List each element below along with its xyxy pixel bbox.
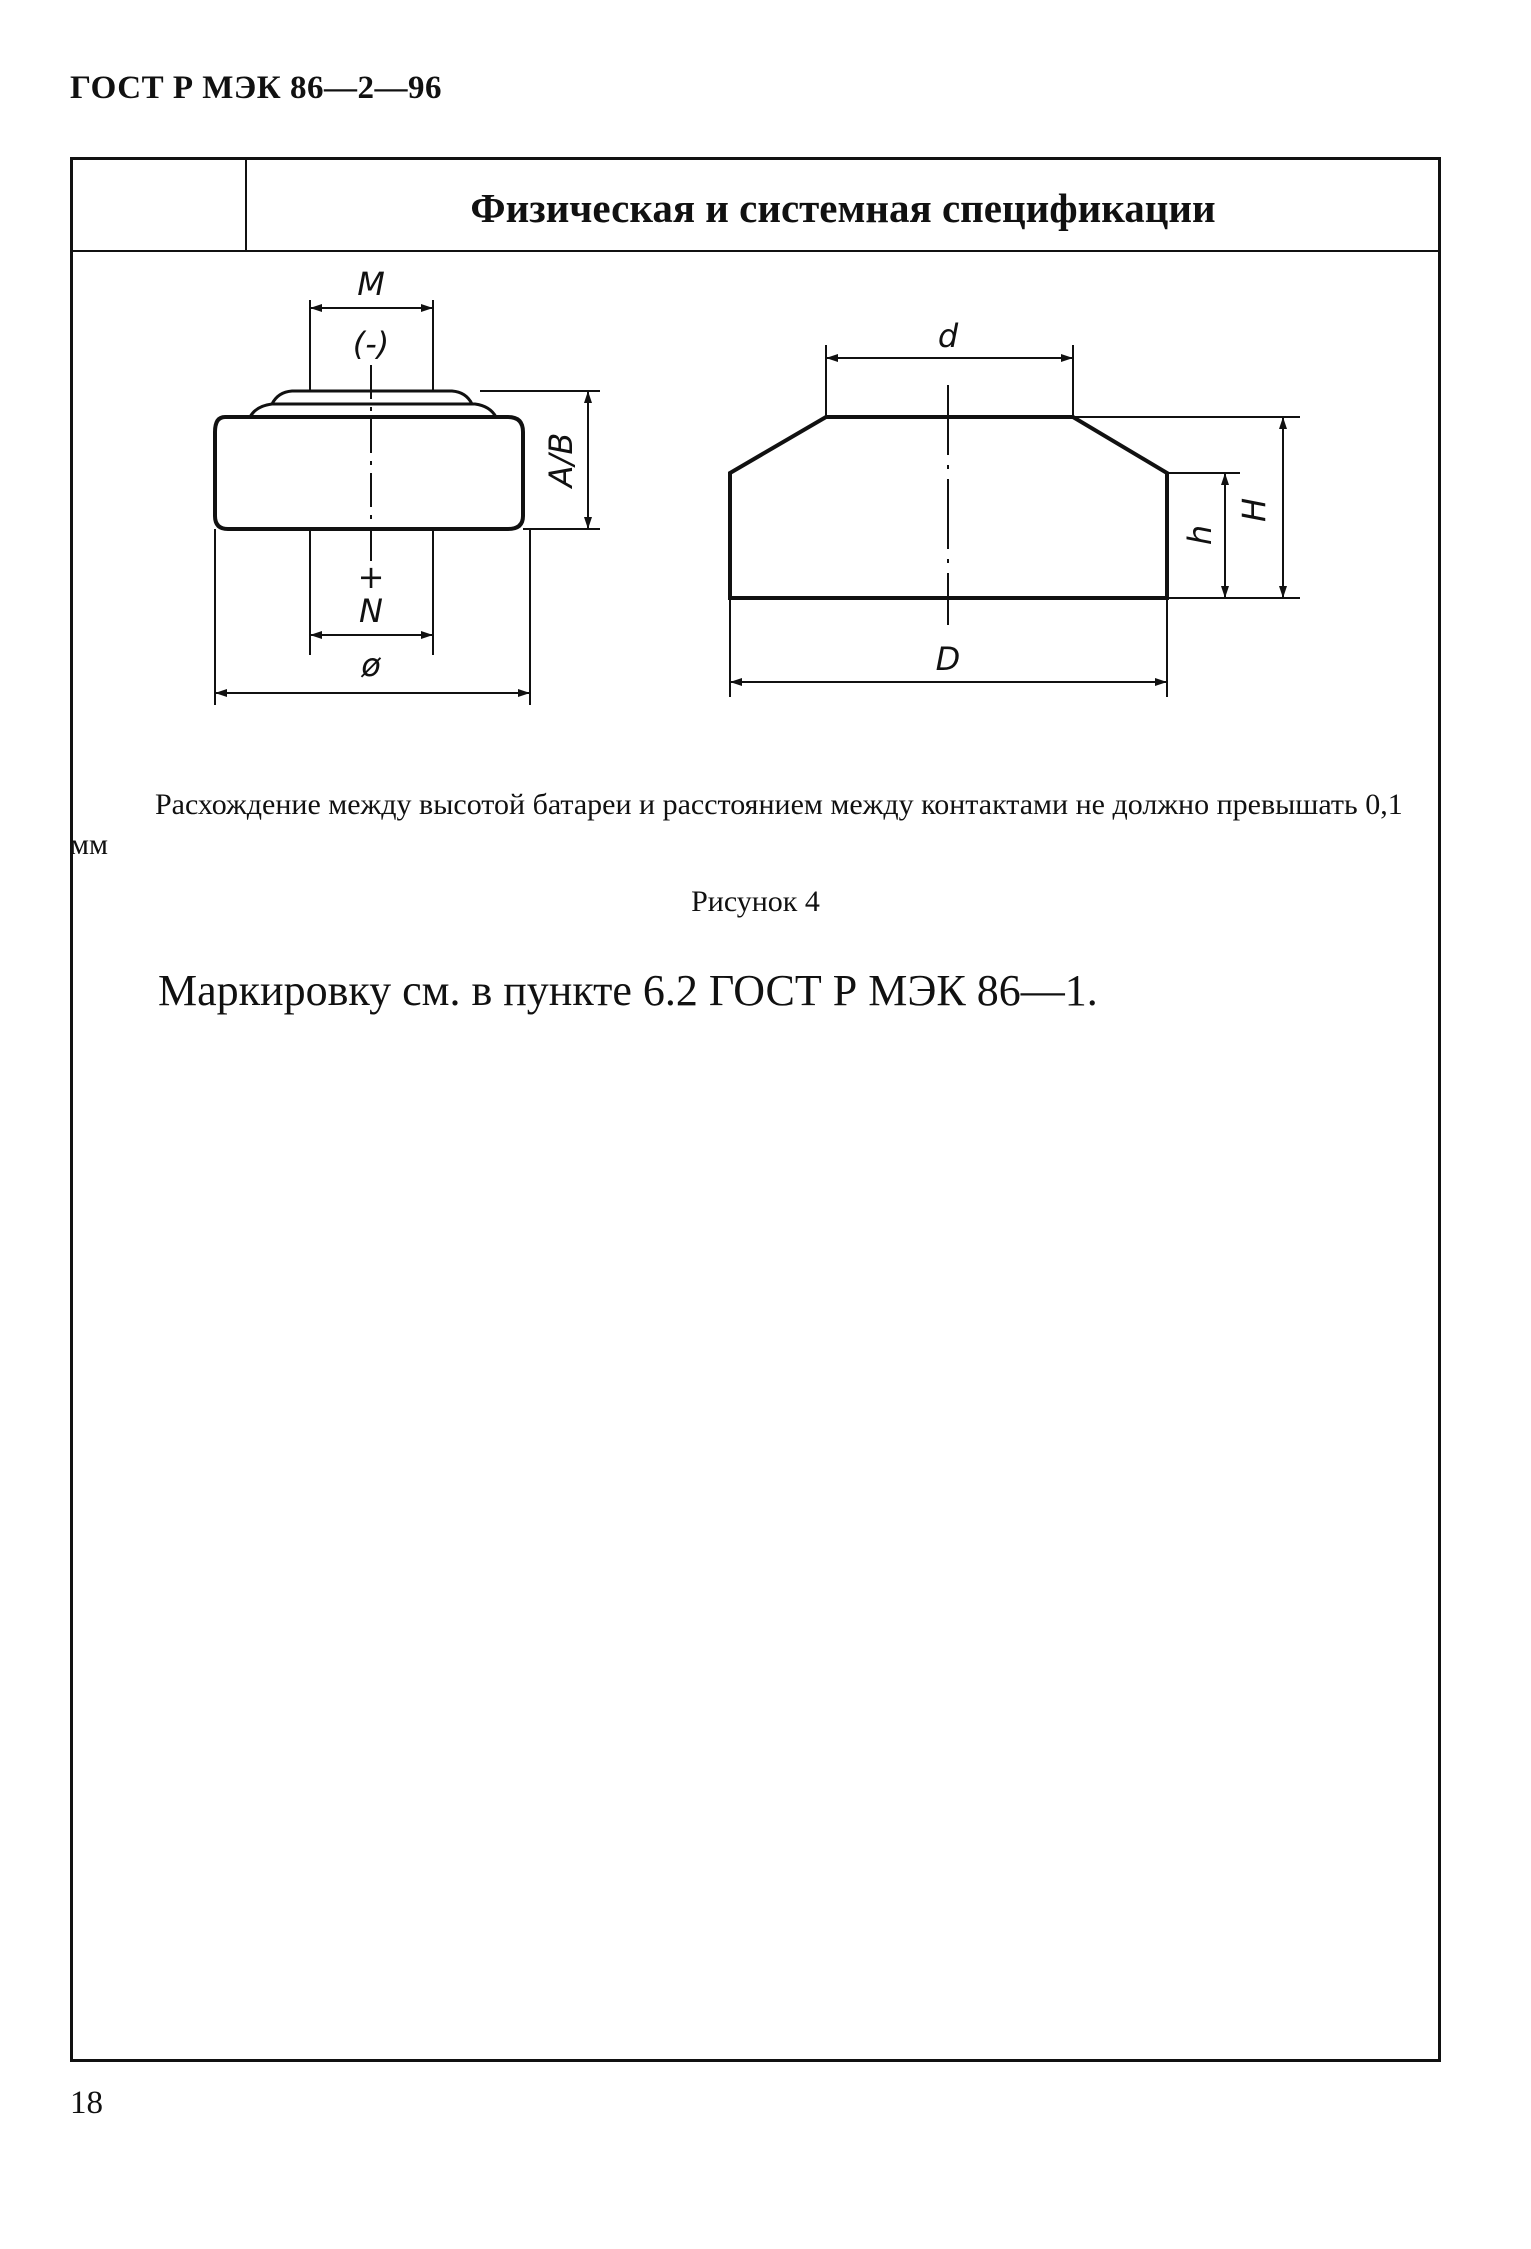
page-number: 18 — [70, 2085, 103, 2121]
right-drawing-labels — [936, 317, 1273, 678]
label-negative-terminal: (-) — [352, 325, 390, 363]
label-h: h — [1181, 524, 1219, 546]
marking-reference: Маркировку см. в пункте 6.2 ГОСТ Р МЭК 86—1. — [158, 966, 1098, 1015]
figure-label: Рисунок 4 — [691, 885, 820, 918]
label-N: N — [359, 592, 383, 630]
label-d: d — [937, 317, 959, 355]
battery-dimension-drawing — [0, 0, 1531, 800]
label-positive-terminal: + — [357, 558, 385, 596]
label-M: M — [357, 265, 385, 303]
section-title: Физическая и системная спецификации — [470, 185, 1216, 231]
label-AB: A/B — [542, 432, 580, 488]
cell-profile-view — [730, 345, 1300, 697]
figure-caption: Расхождение между высотой батареи и расстоянием между контактами не должно превышать 0,1 мм — [70, 788, 1403, 861]
cell-body — [215, 417, 523, 529]
button-cell-side-view — [215, 300, 600, 705]
label-D: D — [935, 640, 961, 678]
document-header: ГОСТ Р МЭК 86—2—96 — [70, 70, 442, 106]
label-diameter: ø — [361, 646, 381, 684]
label-H: H — [1235, 497, 1273, 523]
left-drawing-labels — [353, 265, 580, 684]
